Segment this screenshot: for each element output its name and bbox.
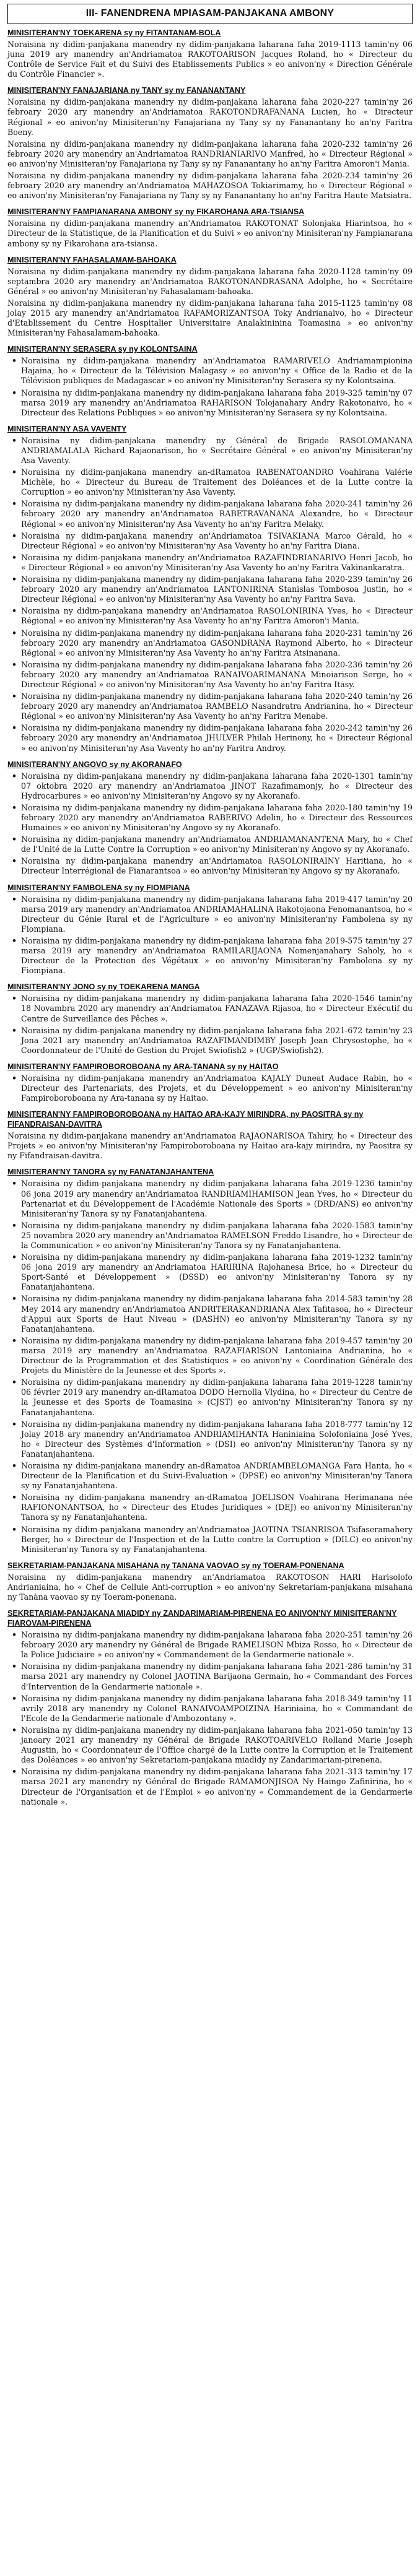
section-heading: MINISITERAN'NY TOEKARENA sy ny FITANTANAM-BOLA (7, 28, 221, 37)
ministry-section (7, 1561, 413, 1602)
decree-item: • Noraisina ny didim-panjakana manendry ny didim-panjakana laharana faha 2019-325 tamin'ny 07 marsa 2019 ary manendry an'Andriamatoa RAHARISON Tolojanahary Andry Rakotonaivo, ho « Directeur des Relations Publiques » eo anivon'ny Minisiteran'ny Serasera sy ny Kolontsaina. (7, 388, 413, 418)
decree-item: • Noraisina ny didim-panjakana manendry an'Andriamatoa TSIVAKIANA Marco Gérald, ho « Directeur Régional » eo anivon'ny Minisiteran'ny Asa Vaventy ho an'ny Faritra Diana. (7, 531, 413, 551)
ministry-section (7, 424, 413, 753)
ministry-section (7, 1608, 413, 1807)
decree-item: • Noraisina ny didim-panjakana manendry ny didim-panjakana laharana faha 2020-1583 tamin'ny 25 novambra 2020 ary manendry an'Andriamatoa RAMELSON Freddo Lisandre, ho « Directeur de la Communication » eo anivon'ny Minisiteran'ny Tanora sy ny Fanatanjahantena. (7, 1221, 413, 1251)
decree-item: • Noraisina ny didim-panjakana manendry ny didim-panjakana laharana faha 2021-286 tamin'ny 31 marsa 2021 ary manendry ny Colonel JAOTINA Barijaona Germain, ho « Commandant des Forces d'Intervention de la Gendarmerie nationale ». (7, 1662, 413, 1691)
decree-paragraph: Noraisina ny didim-panjakana manendry ny didim-panjakana laharana faha 2020-232 tamin'ny 26 febroary 2020 ary manendry an'Andriamatoa RANDRIANIARIVO Manfred, ho « Directeur Régional » eo anivon'ny Minisiteran'ny Fanajariana ny Tany sy ny Fananantany ho an'ny Faritra Amoron'i Mania. (7, 139, 413, 168)
document-title: III- FANENDRENA MPIASAM-PANJAKANA AMBONY (7, 4, 413, 24)
ministry-section (7, 760, 413, 877)
section-heading: MINISITERAN'NY TANORA sy ny FANATANJAHANTENA (7, 1168, 214, 1177)
decree-item: • Noraisina ny didim-panjakana manendry ny didim-panjakana laharana faha 2021-050 tamin'ny 13 janoary 2021 ary manendry ny Général de Brigade RAKOTOARIVELO Rolland Marie Joseph Augustin, ho « Coordonnateur de l'Office chargé de la Lutte contre la Corruption et le Traitement des Doléances » eo anivon'ny Sekretariam-panjakana miadidy ny Zandarimariam-pirenena. (7, 1725, 413, 1765)
decree-item: • Noraisina ny didim-panjakana manendry ny didim-panjakana laharana faha 2020-1301 tamin'ny 07 oktobra 2020 ary manendry an'Andriamatoa JINOT Razafimamonjy, ho « Directeur des Hydrocarbures » eo anivon'ny Minisiteran'ny Angovo sy ny Akoranafo. (7, 771, 413, 801)
ministry-section (7, 28, 413, 79)
decree-item: • Noraisina ny didim-panjakana manendry ny didim-panjakana laharana faha 2018-777 tamin'ny 12 Jolay 2018 ary manendry an'Andriamatoa ANDRIAMIHANTA Haniniaina Solofoniaina José Yves, ho « Directeur des Systèmes d'Information » (DSI) eo anivon'ny Minisiteran'ny Tanora sy ny Fanatanjahantena. (7, 1420, 413, 1459)
section-heading: MINISITERAN'NY FAMPIANARANA AMBONY sy ny FIKAROHANA ARA-TSIANSA (7, 207, 305, 217)
decree-item: • Noraisina ny didim-panjakana manendry an-dRamatoa RABENATOANDRO Voahirana Valérie Michèle, ho « Directeur du Bureau de Traitement des Doléances et de la Lutte contre la Corruption » eo anivon'ny Minisiteran'ny Asa Vaventy. (7, 467, 413, 497)
ministry-section (7, 255, 413, 339)
section-heading: MINISITERAN'NY JONO sy ny TOEKARENA MANGA (7, 982, 200, 992)
decree-item: • Noraisina ny didim-panjakana manendry ny didim-panjakana laharana faha 2019-417 tamin'ny 20 marsa 2019 ary manendry an'Andriamatoa ANDRIAMAHALINA Rakotojaona Fenomanantsoa, ho « Directeur du Génie Rural et de l'Agriculture » eo anivon'ny Minisiteran'ny Fambolena sy ny Fiompiana. (7, 895, 413, 934)
decree-item: • Noraisina ny didim-panjakana manendry ny didim-panjakana laharana faha 2020-251 tamin'ny 26 febroary 2020 ary manendry ny Général de Brigade RAMELISON Mbiza Rosso, ho « Directeur de la Police Judiciaire » eo anivon'ny « Commandement de la Gendarmerie nationale ». (7, 1630, 413, 1660)
decree-item: • Noraisina ny didim-panjakana manendry ny didim-panjakana laharana faha 2020-242 tamin'ny 26 febroary 2020 ary manendry an'Andriamatoa JHULVER Philah Herinony, ho « Directeur Régional » eo anivon'ny Minisiteran'ny Asa Vaventy ho an'ny Faritra Androy. (7, 723, 413, 753)
decree-item: • Noraisina ny didim-panjakana manendry an'Andriamatoa RAZAFINDRIANARIVO Henri Jacob, ho « Directeur Régional » eo anivon'ny Minisiteran'ny Asa Vaventy ho an'ny Faritra Vakinankaratra. (7, 553, 413, 573)
decree-paragraph: Noraisina ny didim-panjakana manendry an'Andriamatoa RAJAONARISOA Tahiry, ho « Directeur des Projets » eo anivon'ny Minisiteran'ny Fampiroboroboana ny Haitao ara-kajy mirindra, ny Paositra sy ny Fifandraisan-davitra. (7, 1131, 413, 1161)
decree-item: • Noraisina ny didim-panjakana manendry an'Andriamatoa RASOLONIRAINY Haritiana, ho « Directeur Interrégional de Fianarantsoa » eo anivon'ny Minisiteran'ny Angovo sy ny Akoranafo. (7, 856, 413, 876)
decree-item: • Noraisina ny didim-panjakana manendry ny didim-panjakana laharana faha 2020-231 tamin'ny 26 febroary 2020 ary manendry an'Andriamatoa GASONDRANA Raymond Alberto, ho « Directeur Régional » eo anivon'ny Minisiteran'ny Asa Vaventy ho an'ny Faritra Atsinanana. (7, 628, 413, 658)
ministry-section (7, 1167, 413, 1554)
decree-item: • Noraisina ny didim-panjakana manendry ny didim-panjakana laharana faha 2019-1232 tamin'ny 06 jona 2019 ary manendry an'Andriamatoa HARIRINA Rajohanesa Brice, ho « Directeur du Sport-Santé et Développement » (DSSD) eo anivon'ny Minisiteran'ny Tanora sy ny Fanatanjahantena. (7, 1252, 413, 1292)
section-heading: MINISITERAN'NY ASA VAVENTY (7, 424, 127, 433)
ministry-section (7, 85, 413, 201)
decree-item: • Noraisina ny didim-panjakana manendry ny didim-panjakana laharana faha 2019-1228 tamin'ny 06 février 2019 ary manendry an-dRamatoa DODO Hernolla Vlydina, ho « Directeur du Centre de la Jeunesse et des Sports de Toamasina » (CJST) eo anivon'ny Minisiteran'ny Tanora sy ny Fanatanjahantena. (7, 1377, 413, 1417)
decree-item: • Noraisina ny didim-panjakana manendry ny didim-panjakana laharana faha 2019-457 tamin'ny 20 marsa 2019 ary manendry an'Andriamatoa RAZAFIARISON Lantoniaina Andrianina, ho « Directeur de la Programmation et des Statistiques » eo anivon'ny « Coordination Générale des Projets du Ministère de la Jeunesse et des Sports ». (7, 1336, 413, 1376)
decree-paragraph: Noraisina ny didim-panjakana manendry an'Andriamatoa RAKOTOSON HARI Harisolofo Andrianiaina, ho « Chef de Cellule Anti-corruption » eo anivon'ny Sekretariam-panjakana misahana ny Tanàna vaovao sy ny Toeram-ponenana. (7, 1572, 413, 1602)
decree-paragraph: Noraisina ny didim-panjakana manendry ny didim-panjakana laharana faha 2015-1125 tamin'ny 08 jolay 2015 ary manendry an'Andriamatoa RAFAMORIZANTSOA Toky Andrianaivo, ho « Directeur d'Etablissement du Centre Hospitalier Universitaire Analakininina Toamasina » eo anivon'ny Minisiteran'ny Fahasalamam-bahoaka. (7, 298, 413, 338)
sections-container (7, 28, 413, 1807)
decree-list (7, 895, 413, 976)
decree-item: • Noraisina ny didim-panjakana manendry ny didim-panjakana laharana faha 2020-239 tamin'ny 26 febroary 2020 ary manendry an'Andriamatoa LANTONIRINA Stanislas Tombosoa Justin, ho « Directeur Régional » eo anivon'ny Minisiteran'ny Asa Vaventy ho an'ny Faritra Sava. (7, 575, 413, 604)
decree-list (7, 1179, 413, 1554)
decree-item: • Noraisina ny didim-panjakana manendry ny didim-panjakana laharana faha 2019-1236 tamin'ny 06 jona 2019 ary manendry an'Andriamatoa RANDRIAMIHAMISON Jean Yves, ho « Directeur du Partenariat et du Développement de l'Académie Nationale des Sports » (DRD/ANS) eo anivon'ny Minisiteran'ny Tanora sy ny Fanatanjahantena. (7, 1179, 413, 1218)
section-heading: MINISITERAN'NY FAMPIROBOROBOANA ny HAITAO ARA-KAJY MIRINDRA, ny PAOSITRA sy ny FIFANDRAISAN-DAVITRA (7, 1110, 364, 1129)
decree-item: • Noraisina ny didim-panjakana manendry an-dRamatoa JOELISON Voahirana Herimanana née RAFIONONANTSOA, ho « Directeur des Etudes Juridiques » (DEJ) eo anivon'ny Minisiteran'ny Tanora sy ny Fanatanjahantena. (7, 1493, 413, 1522)
decree-item: • Noraisina ny didim-panjakana manendry ny didim-panjakana laharana faha 2020-1546 tamin'ny 18 Novambra 2020 ary manendry an'Andriamatoa FANAZAVA Rijasoa, ho « Directeur Exécutif du Centre de Surveillance des Pêches ». (7, 994, 413, 1023)
decree-list (7, 356, 413, 418)
ministry-section (7, 883, 413, 976)
decree-list (7, 1073, 413, 1103)
decree-item: • Noraisina ny didim-panjakana manendry ny didim-panjakana laharana faha 2018-349 tamin'ny 11 avrily 2018 ary manendry ny Colonel RANAIVOAMPOIZINA Hariniaina, ho « Commandant de l'Ecole de la Gendarmerie nationale d'Ambozontany ». (7, 1694, 413, 1724)
section-heading: MINISITERAN'NY FANAJARIANA ny TANY sy ny FANANANTANY (7, 86, 246, 95)
decree-item: • Noraisina ny didim-panjakana manendry an'Andriamatoa RAMARIVELO Andriamampionina Hajaina, ho « Directeur de la Télévision Malagasy » eo anivon'ny « Office de la Radio et de la Télévision publiques de Madagascar » eo anivon'ny Minisiteran'ny Serasera sy ny Kolontsaina. (7, 356, 413, 386)
decree-item: • Noraisina ny didim-panjakana manendry ny didim-panjakana laharana faha 2019-575 tamin'ny 27 marsa 2019 ary manendry an'Andriamatoa RAMILARIJAONA Nomenjanahary Saholy, ho « Directeur de la Protection des Végétaux » eo anivon'ny Minisiteran'ny Fambolena sy ny Fiompiana. (7, 936, 413, 976)
decree-item: • Noraisina ny didim-panjakana manendry ny didim-panjakana laharana faha 2021-672 tamin'ny 23 Jona 2021 ary manendry an'Andriamatoa RAZAFIMANDIMBY Joseph Jean Chrysostophe, ho « Coordonnateur de l'Unité de Gestion du Projet Swiofish2 » (UGP/Swiofish2). (7, 1026, 413, 1056)
decree-item: • Noraisina ny didim-panjakana manendry ny didim-panjakana laharana faha 2020-241 tamin'ny 26 febroary 2020 ary manendry an'Andriamatoa RABETRAVANANA Alexandre, ho « Directeur Régional » eo anivon'ny Minisiteran'ny Asa Vaventy ho an'ny Faritra Melaky. (7, 499, 413, 529)
decree-paragraph: Noraisina ny didim-panjakana manendry an'Andriamatoa RAKOTONAT Solonjaka Hiarintsoa, ho « Directeur de la Statistique, de la Planification et du Suivi » eo anivon'ny Minisiteran'ny Fampianarana ambony sy ny Fikarohana ara-tsiansa. (7, 219, 413, 248)
section-heading: MINISITERAN'NY FAHASALAMAM-BAHOAKA (7, 255, 177, 264)
ministry-section (7, 982, 413, 1056)
section-heading: SEKRETARIAM-PANJAKANA MISAHANA ny TANANA VAOVAO sy ny TOERAM-PONENANA (7, 1561, 344, 1570)
ministry-section (7, 344, 413, 418)
section-heading: MINISITERAN'NY ANGOVO sy ny AKORANAFO (7, 760, 182, 769)
document-page (7, 0, 413, 1819)
decree-list (7, 436, 413, 753)
section-heading: MINISITERAN'NY FAMPIROBOROBOANA ny ARA-TANANA sy ny HAITAO (7, 1062, 279, 1071)
decree-list (7, 1630, 413, 1807)
decree-list (7, 994, 413, 1056)
ministry-section (7, 207, 413, 248)
decree-paragraph: Noraisina ny didim-panjakana manendry ny didim-panjakana laharana faha 2020-1128 tamin'ny 09 septambra 2020 ary manendry an'Andriamatoa RAKOTONANDRASANA Adolphe, ho « Secrétaire Général » eo anivon'ny Minisiteran'ny Fahasalamam-bahoaka. (7, 266, 413, 296)
decree-item: • Noraisina ny didim-panjakana manendry ny Général de Brigade RASOLOMANANA ANDRIAMALALA Richard Rajaonarison, ho « Secrétaire Général » eo anivon'ny Minisiteran'ny Asa Vaventy. (7, 436, 413, 466)
decree-item: • Noraisina ny didim-panjakana manendry an'Andriamatoa ANDRIAMANANTENA Mary, ho « Chef de l'Unité de la Lutte Contre la Corruption » eo anivon'ny Minisiteran'ny Angovo sy ny Akoranafo. (7, 835, 413, 854)
section-heading: MINISITERAN'NY SERASERA sy ny KOLONTSAINA (7, 345, 198, 354)
decree-item: • Noraisina ny didim-panjakana manendry an'Andriamatoa RASOLONIRINA Yves, ho « Directeur Régional » eo anivon'ny Minisiteran'ny Asa Vaventy ho an'ny Faritra Amoron'i Mania. (7, 606, 413, 626)
decree-item: • Noraisina ny didim-panjakana manendry ny didim-panjakana laharana faha 2021-313 tamin'ny 17 marsa 2021 ary manendry ny Général de Brigade RAMAMONJISOA Ny Haingo Zafinirina, ho « Directeur de l'Organisation et de l'Emploi » eo anivon'ny « Commandement de la Gendarmerie nationale ». (7, 1767, 413, 1806)
section-heading: SEKRETARIAM-PANJAKANA MIADIDY ny ZANDARIMARIAM-PIRENENA EO ANIVON'NY MINISITERAN'NY FIAROVAM-PIRENENA (7, 1609, 397, 1628)
decree-item: • Noraisina ny didim-panjakana manendry an-dRamatoa ANDRIAMBELOMANGA Fara Hanta, ho « Directeur de la Planification et du Suivi-Evaluation » (DPSE) eo anivon'ny Minisiteran'ny Tanora sy ny Fanatanjahantena. (7, 1461, 413, 1491)
decree-item: • Noraisina ny didim-panjakana manendry an'Andriamatoa KAJALY Duneat Audace Rabin, ho « Directeur des Partenariats, des Projets, et du Développement » eo anivon'ny Minisiteran'ny Fampiroboroboana ny Ara-tanana sy ny Haitao. (7, 1073, 413, 1103)
decree-item: • Noraisina ny didim-panjakana manendry ny didim-panjakana laharana faha 2020-240 tamin'ny 26 febroary 2020 ary manendry an'Andriamatoa RAMBELO Nasandratra Andrianina, ho « Directeur Régional » eo anivon'ny Minisiteran'ny Asa Vaventy ho an'ny Faritra Menabe. (7, 692, 413, 721)
decree-item: • Noraisina ny didim-panjakana manendry ny didim-panjakana laharana faha 2020-236 tamin'ny 26 febroary 2020 ary manendry an'Andriamatoa RANAIVOARIMANANA Minoiarison Serge, ho « Directeur Régional » eo anivon'ny Minisiteran'ny Asa Vaventy ho an'ny Faritra Itasy. (7, 660, 413, 690)
decree-paragraph: Noraisina ny didim-panjakana manendry ny didim-panjakana laharana faha 2020-234 tamin'ny 26 febroary 2020 ary manendry an'Andriamatoa MAHAZOSOA Tokiarimamy, ho « Directeur Régional » eo anivon'ny Minisiteran'ny Fanajariana ny Tany sy ny Fananantany ho an'ny Faritra Haute Matsiatra. (7, 171, 413, 201)
decree-paragraph: Noraisina ny didim-panjakana manendry ny didim-panjakana laharana faha 2019-1113 tamin'ny 06 juna 2019 ary manendry an'Andriamatoa RAKOTOARISON Jacques Roland, ho « Directeur du Contrôle de Service Fait et du Suivi des Etablissements Publics » eo anivon'ny « Direction Générale du Contrôle Financier ». (7, 40, 413, 79)
ministry-section (7, 1109, 413, 1161)
decree-item: • Noraisina ny didim-panjakana manendry an'Andriamatoa JAOTINA TSIANRISOA Tsifaseramahery Berger, ho « Directeur de l'Inspection et de la Lutte contre la Corruption » (DILC) eo anivon'ny Minisiteran'ny Tanora sy ny Fanatanjahantena. (7, 1525, 413, 1555)
decree-item: • Noraisina ny didim-panjakana manendry ny didim-panjakana laharana faha 2014-583 tamin'ny 28 Mey 2014 ary manendry an'Andriamatoa ANDRITERAKANDRIANA Alex Tafitasoa, ho « Directeur d'Appui aux Sports de Haut Niveau » (DASHN) eo anivon'ny Minisiteran'ny Tanora sy ny Fanatanjahantena. (7, 1294, 413, 1334)
decree-list (7, 771, 413, 877)
decree-item: • Noraisina ny didim-panjakana manendry ny didim-panjakana laharana faha 2020-180 tamin'ny 19 febroary 2020 ary manendry an'Andriamatoa RABERIVO Adelin, ho « Directeur des Ressources Humaines » eo anivon'ny Minisiteran'ny Angovo sy ny Akoranafo. (7, 803, 413, 833)
section-heading: MINISITERAN'NY FAMBOLENA sy ny FIOMPIANA (7, 883, 190, 892)
ministry-section (7, 1062, 413, 1103)
decree-paragraph: Noraisina ny didim-panjakana manendry ny didim-panjakana laharana faha 2020-227 tamin'ny 26 febroary 2020 ary manendry an'Andriamatoa RAKOTONDRAFANANA Lucien, ho « Directeur Régional » eo anivon'ny Minisiteran'ny Fanajariana ny Tany sy ny Fananantany ho an'ny Faritra Boeny. (7, 97, 413, 137)
